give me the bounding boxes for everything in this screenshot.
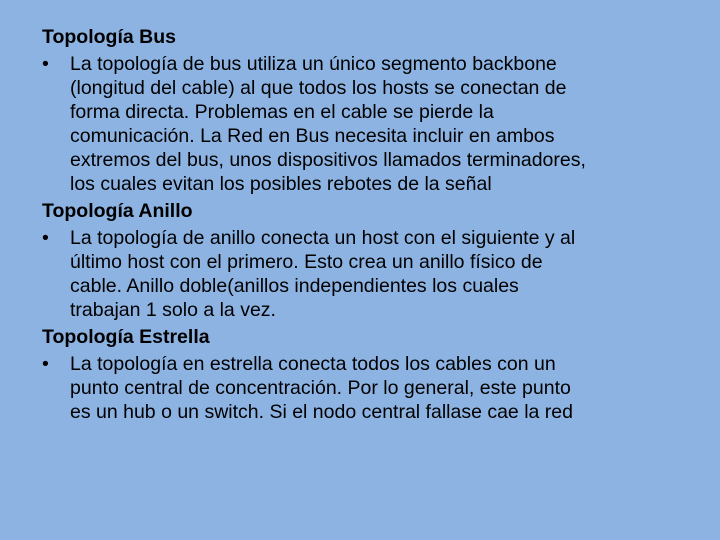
section-heading: Topología Anillo — [42, 200, 193, 222]
bullet-item — [42, 226, 680, 322]
bullet-icon: • — [42, 353, 49, 375]
bullet-icon: • — [42, 53, 49, 75]
bullet-line: comunicación. La Red en Bus necesita incluir en ambos — [70, 125, 555, 147]
bullet-line: punto central de concentración. Por lo general, este punto — [70, 377, 571, 399]
bullet-line: (longitud del cable) al que todos los hosts se conectan de — [70, 77, 567, 99]
bullet-line: extremos del bus, unos dispositivos llamados terminadores, — [70, 149, 586, 171]
section-bus — [42, 25, 680, 196]
section-anillo — [42, 199, 680, 322]
bullet-line: La topología de bus utiliza un único segmento backbone — [70, 53, 557, 75]
bullet-line: cable. Anillo doble(anillos independientes los cuales — [70, 275, 519, 297]
bullet-line: La topología en estrella conecta todos los cables con un — [70, 353, 556, 375]
bullet-line: La topología de anillo conecta un host con el siguiente y al — [70, 227, 576, 249]
bullet-line: es un hub o un switch. Si el nodo central fallase cae la red — [70, 401, 573, 423]
bullet-item — [42, 52, 680, 196]
bullet-line: los cuales evitan los posibles rebotes de la señal — [70, 173, 492, 195]
bullet-icon: • — [42, 227, 49, 249]
section-estrella — [42, 325, 680, 424]
bullet-line: forma directa. Problemas en el cable se pierde la — [70, 101, 494, 123]
bullet-line: último host con el primero. Esto crea un anillo físico de — [70, 251, 543, 273]
section-heading: Topología Bus — [42, 26, 176, 48]
section-heading: Topología Estrella — [42, 326, 210, 348]
bullet-item — [42, 352, 680, 424]
bullet-line: trabajan 1 solo a la vez. — [70, 299, 276, 321]
